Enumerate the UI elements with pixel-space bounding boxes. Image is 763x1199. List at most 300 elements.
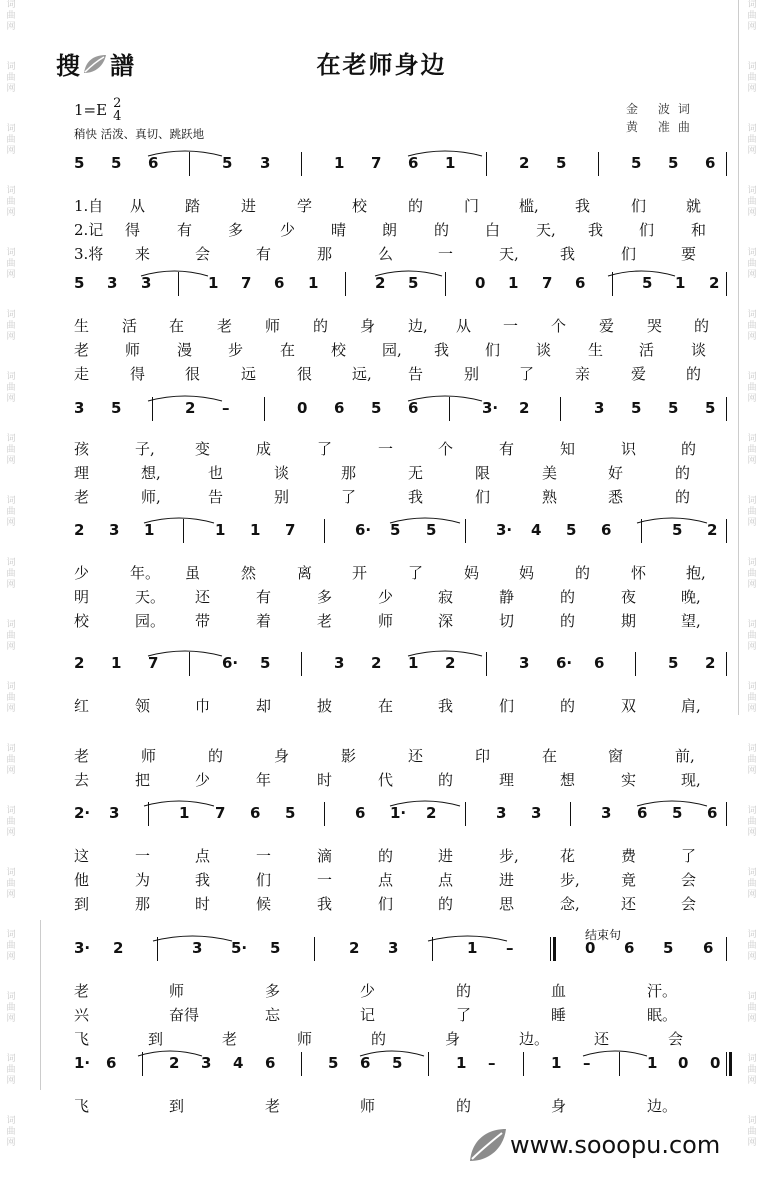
note: –: [222, 399, 230, 417]
music-system: [60, 1050, 728, 1116]
lyric-char: 我: [317, 895, 333, 913]
note: 3: [192, 939, 203, 957]
note: 6: [334, 399, 345, 417]
lyric-char: 了: [341, 488, 357, 506]
watermark-group: [741, 124, 763, 186]
note: 1: [208, 274, 219, 292]
lyric-char: 走: [74, 365, 90, 383]
lyric-char: 白: [485, 221, 501, 239]
lyric-char: 的: [438, 771, 454, 789]
note: 5: [705, 399, 716, 417]
lyric-char: 们: [256, 871, 272, 889]
lyric-char: 在: [280, 341, 296, 359]
barline: [726, 652, 727, 676]
watermark-glyph: 网: [6, 394, 16, 404]
note: 1: [647, 1054, 658, 1072]
lyric-char: 么: [378, 245, 394, 263]
composer: 黄 准曲: [626, 120, 698, 134]
note: 3: [109, 521, 120, 539]
lyric-char: 们: [475, 488, 491, 506]
note: 1: [445, 154, 456, 172]
lyric-char: 离: [297, 564, 313, 582]
watermark-glyph: 曲: [747, 817, 757, 827]
barline: [432, 937, 433, 961]
watermark-glyph: 网: [747, 84, 757, 94]
watermark-glyph: 网: [6, 642, 16, 652]
note: 6: [106, 1054, 117, 1072]
note: 5: [285, 804, 296, 822]
lyric-char: 我: [408, 488, 424, 506]
watermark-glyph: 网: [747, 394, 757, 404]
lyric-char: 记: [360, 1006, 376, 1024]
note: 2: [375, 274, 386, 292]
barline: [635, 652, 636, 676]
watermark-group: [741, 310, 763, 372]
note: 3: [531, 804, 542, 822]
watermark-group: [741, 682, 763, 744]
watermark-glyph: 网: [6, 828, 16, 838]
watermark-group: [0, 992, 22, 1054]
watermark-glyph: 网: [747, 580, 757, 590]
lyric-char: 期: [621, 612, 637, 630]
tempo-marking: 稍快 活泼、真切、跳跃地: [74, 127, 205, 141]
lyric-char: 多: [265, 982, 281, 1000]
watermark-glyph: 曲: [747, 1127, 757, 1137]
note: 5: [672, 804, 683, 822]
watermark-glyph: 词: [747, 124, 757, 134]
watermark-glyph: 曲: [6, 197, 16, 207]
note: 2: [707, 521, 718, 539]
watermark-glyph: 网: [747, 270, 757, 280]
logo-text-1: 搜: [56, 52, 80, 80]
lyric-char: 校: [352, 197, 368, 215]
lyric-char: 门: [464, 197, 480, 215]
leaf-icon: [466, 1125, 510, 1165]
watermark-group: [741, 248, 763, 310]
lyric-char: 肩,: [681, 697, 701, 715]
watermark-group: [0, 496, 22, 558]
lyric-char: 然: [241, 564, 257, 582]
site-footer[interactable]: [466, 1125, 720, 1165]
lyric-char: 成: [256, 440, 272, 458]
note: 2: [113, 939, 124, 957]
lyric-char: 少: [360, 982, 376, 1000]
lyric-char: 他: [74, 871, 90, 889]
lyric-char: 边。: [647, 1097, 678, 1115]
watermark-glyph: 曲: [6, 817, 16, 827]
watermark-glyph: 网: [747, 1076, 757, 1086]
lyric-char: 一: [317, 871, 333, 889]
watermark-glyph: 曲: [747, 507, 757, 517]
lyric-line-3: [60, 891, 728, 914]
lyric-char: 告: [408, 365, 424, 383]
watermark-glyph: 词: [747, 992, 757, 1002]
note: 5: [270, 939, 281, 957]
lyric-char: 3.将: [74, 245, 104, 263]
lyric-char: 身: [360, 317, 376, 335]
watermark-group: [741, 930, 763, 992]
lyric-char: 有: [499, 440, 515, 458]
watermark-glyph: 词: [6, 806, 16, 816]
watermark-glyph: 网: [747, 456, 757, 466]
note: 2: [705, 654, 716, 672]
note: 6: [274, 274, 285, 292]
watermark-glyph: 网: [6, 456, 16, 466]
watermark-glyph: 词: [6, 186, 16, 196]
note: 3: [107, 274, 118, 292]
lyric-char: 2.记: [74, 221, 104, 239]
lyric-char: 飞: [74, 1097, 90, 1115]
music-system: [60, 270, 728, 384]
lyric-char: 怀: [631, 564, 647, 582]
lyric-line-3: [60, 361, 728, 384]
barline: [465, 519, 466, 543]
note: 1: [675, 274, 686, 292]
watermark-glyph: 词: [747, 682, 757, 692]
note: 5: [260, 654, 271, 672]
barline: [264, 397, 265, 421]
watermark-group: [0, 372, 22, 434]
lyric-char: 老: [74, 982, 90, 1000]
watermark-glyph: 词: [6, 124, 16, 134]
barline: [598, 152, 599, 176]
lyric-char: 理: [499, 771, 515, 789]
watermark-glyph: 网: [747, 518, 757, 528]
lyric-char: 寂: [438, 588, 454, 606]
watermark-glyph: 词: [6, 248, 16, 258]
lyric-char: 孩: [74, 440, 90, 458]
watermark-group: [0, 806, 22, 868]
barline: [183, 519, 184, 543]
watermark-glyph: 曲: [6, 11, 16, 21]
lyric-char: 我: [560, 245, 576, 263]
note: 5: [111, 399, 122, 417]
note: 5: [663, 939, 674, 957]
watermark-glyph: 曲: [747, 631, 757, 641]
lyric-char: 少: [74, 564, 90, 582]
lyric-char: 忘: [265, 1006, 281, 1024]
barline: [726, 519, 727, 543]
watermark-glyph: 网: [6, 1014, 16, 1024]
lyric-char: 进: [499, 871, 515, 889]
note: 1·: [74, 1054, 91, 1072]
lyric-char: 师: [297, 1030, 313, 1048]
lyric-char: 身: [551, 1097, 567, 1115]
watermark-glyph: 曲: [6, 941, 16, 951]
note: 2: [426, 804, 437, 822]
note: 7: [148, 654, 159, 672]
lyric-char: 的: [456, 1097, 472, 1115]
watermark-glyph: 词: [747, 186, 757, 196]
note: 2: [371, 654, 382, 672]
lyric-char: 生: [588, 341, 604, 359]
credits: [626, 100, 698, 136]
lyric-char: 别: [464, 365, 480, 383]
lyric-char: 就: [686, 197, 702, 215]
lyric-char: 谈: [691, 341, 707, 359]
lyric-char: 思: [499, 895, 515, 913]
note: 6: [637, 804, 648, 822]
watermark-glyph: 词: [747, 62, 757, 72]
watermark-glyph: 词: [747, 620, 757, 630]
note-row: [60, 650, 728, 680]
lyric-char: 会: [681, 895, 697, 913]
lyric-char: 的: [560, 612, 576, 630]
lyric-char: 的: [438, 895, 454, 913]
lyric-char: 一: [256, 847, 272, 865]
watermark-glyph: 词: [747, 1054, 757, 1064]
watermark-group: [741, 1054, 763, 1116]
note: 5: [642, 274, 653, 292]
lyric-char: 前,: [675, 747, 695, 765]
lyric-char: 代: [378, 771, 394, 789]
watermark-glyph: 曲: [6, 693, 16, 703]
lyric-char: 窗: [608, 747, 624, 765]
watermark-group: [741, 620, 763, 682]
note: 2: [74, 654, 85, 672]
note-row: [60, 150, 728, 180]
lyric-char: 开: [352, 564, 368, 582]
barline: [345, 272, 346, 296]
lyric-char: 进: [241, 197, 257, 215]
note: 3: [109, 804, 120, 822]
note: 0: [585, 939, 596, 957]
watermark-glyph: 曲: [6, 879, 16, 889]
barline: [726, 272, 727, 296]
watermark-glyph: 曲: [6, 507, 16, 517]
lyric-char: 的: [560, 697, 576, 715]
logo-text-2: 譜: [110, 52, 134, 80]
lyricist: 金 波词: [626, 102, 698, 116]
music-system: [60, 935, 728, 1049]
watermark-glyph: 曲: [6, 445, 16, 455]
lyric-char: 老: [74, 488, 90, 506]
watermark-glyph: 曲: [6, 569, 16, 579]
music-system: [60, 517, 728, 631]
watermark-glyph: 词: [6, 310, 16, 320]
note: 2: [169, 1054, 180, 1072]
lyric-char: 点: [195, 847, 211, 865]
note: 0: [297, 399, 308, 417]
end-phrase-label: 结束句: [585, 928, 622, 942]
lyric-char: 妈: [464, 564, 480, 582]
note: 1: [144, 521, 155, 539]
lyric-char: 身: [445, 1030, 461, 1048]
lyric-char: 的: [694, 317, 710, 335]
note: 6: [601, 521, 612, 539]
lyric-char: 学: [297, 197, 313, 215]
watermark-glyph: 曲: [747, 135, 757, 145]
lyric-char: 了: [519, 365, 535, 383]
note: 2: [445, 654, 456, 672]
watermark-group: [0, 1116, 22, 1178]
lyric-char: 从: [456, 317, 472, 335]
barline: [157, 937, 158, 961]
watermark-group: [0, 620, 22, 682]
watermark-glyph: 词: [6, 930, 16, 940]
lyric-line-4: [60, 767, 728, 790]
note: 1: [111, 654, 122, 672]
watermark-glyph: 曲: [747, 445, 757, 455]
watermark-group: [741, 868, 763, 930]
note: 5·: [231, 939, 248, 957]
lyric-char: 师: [265, 317, 281, 335]
barline: [324, 802, 325, 826]
watermark-group: [0, 434, 22, 496]
lyric-char: 到: [169, 1097, 185, 1115]
note: 5: [556, 154, 567, 172]
watermark-glyph: 词: [6, 434, 16, 444]
lyric-char: 校: [331, 341, 347, 359]
watermark-glyph: 曲: [6, 755, 16, 765]
barline: [726, 802, 727, 826]
lyric-char: 师,: [141, 488, 161, 506]
lyric-char: 谈: [274, 464, 290, 482]
note: 2: [185, 399, 196, 417]
lyric-char: 的: [686, 365, 702, 383]
lyric-char: 双: [621, 697, 637, 715]
lyric-char: 兴: [74, 1006, 90, 1024]
watermark-glyph: 曲: [747, 1003, 757, 1013]
barline: [486, 652, 487, 676]
note: 0: [678, 1054, 689, 1072]
lyric-line-3: [60, 1026, 728, 1049]
lyric-line-2: [60, 867, 728, 890]
lyric-char: 影: [341, 747, 357, 765]
lyric-char: 到: [74, 895, 90, 913]
barline: [148, 802, 149, 826]
note: 5: [111, 154, 122, 172]
barline: [726, 937, 727, 961]
note: –: [583, 1054, 591, 1072]
note: 5: [566, 521, 577, 539]
lyric-char: 好: [608, 464, 624, 482]
lyric-char: 的: [675, 464, 691, 482]
lyric-char: 步,: [499, 847, 519, 865]
lyric-char: 眠。: [647, 1006, 678, 1024]
note-row: [60, 395, 728, 425]
note: 1: [467, 939, 478, 957]
lyric-char: 领: [135, 697, 151, 715]
lyric-char: 睡: [551, 1006, 567, 1024]
lyric-char: 我: [434, 341, 450, 359]
barline: [486, 152, 487, 176]
watermark-glyph: 网: [747, 704, 757, 714]
watermark-group: [741, 558, 763, 620]
watermark-group: [0, 248, 22, 310]
lyric-char: 活: [639, 341, 655, 359]
watermark-glyph: 词: [6, 372, 16, 382]
watermark-glyph: 网: [6, 580, 16, 590]
lyric-char: 我: [575, 197, 591, 215]
lyric-char: 静: [499, 588, 515, 606]
lyric-char: 们: [639, 221, 655, 239]
lyric-line-2: [60, 693, 728, 716]
note: 6: [624, 939, 635, 957]
note: 6·: [556, 654, 573, 672]
lyric-line-3: [60, 743, 728, 766]
watermark-group: [0, 1054, 22, 1116]
lyric-char: 熟: [542, 488, 558, 506]
lyric-char: 限: [475, 464, 491, 482]
watermark-group: [0, 930, 22, 992]
note: 3: [334, 654, 345, 672]
barline: [445, 272, 446, 296]
watermark-glyph: 词: [6, 682, 16, 692]
note: 3: [496, 804, 507, 822]
lyric-char: 着: [256, 612, 272, 630]
lyric-char: 无: [408, 464, 424, 482]
watermark-glyph: 词: [6, 868, 16, 878]
watermark-glyph: 网: [747, 828, 757, 838]
note: 7: [285, 521, 296, 539]
watermark-glyph: 词: [747, 434, 757, 444]
watermark-glyph: 曲: [6, 321, 16, 331]
lyric-line-1: [60, 1093, 728, 1116]
watermark-glyph: 曲: [6, 1003, 16, 1013]
lyric-char: 校: [74, 612, 90, 630]
lyric-char: 进: [438, 847, 454, 865]
watermark-glyph: 网: [747, 952, 757, 962]
watermark-glyph: 曲: [747, 693, 757, 703]
watermark-glyph: 曲: [6, 73, 16, 83]
watermark-glyph: 网: [6, 1076, 16, 1086]
lyric-line-2: [60, 337, 728, 360]
watermark-glyph: 网: [747, 1138, 757, 1148]
watermark-glyph: 网: [6, 22, 16, 32]
watermark-glyph: 词: [747, 496, 757, 506]
lyric-char: 还: [621, 895, 637, 913]
lyric-char: 花: [560, 847, 576, 865]
note: 6: [408, 399, 419, 417]
watermark-glyph: 曲: [6, 259, 16, 269]
note-row: [60, 935, 728, 965]
note: 4: [531, 521, 542, 539]
barline: [465, 802, 466, 826]
lyric-char: 多: [317, 588, 333, 606]
lyric-char: 会: [668, 1030, 684, 1048]
lyric-line-2: [60, 460, 728, 483]
note: 1: [456, 1054, 467, 1072]
lyric-char: 夜: [621, 588, 637, 606]
lyric-char: 时: [195, 895, 211, 913]
watermark-glyph: 词: [6, 62, 16, 72]
note: –: [506, 939, 514, 957]
note: 1: [334, 154, 345, 172]
lyric-char: 会: [195, 245, 211, 263]
lyric-char: 有: [256, 245, 272, 263]
site-url[interactable]: www.sooopu.com: [510, 1131, 721, 1159]
lyric-char: 候: [256, 895, 272, 913]
note: 1: [508, 274, 519, 292]
barline: [301, 152, 302, 176]
watermark-glyph: 词: [6, 0, 16, 10]
lyric-char: 们: [499, 697, 515, 715]
lyric-char: 远: [241, 365, 257, 383]
note: 1: [250, 521, 261, 539]
lyric-char: 点: [378, 871, 394, 889]
lyric-char: 步,: [560, 871, 580, 889]
lyric-char: 我: [195, 871, 211, 889]
lyric-char: 的: [575, 564, 591, 582]
lyric-char: 天。: [135, 588, 166, 606]
note: 6: [575, 274, 586, 292]
watermark-group: [741, 434, 763, 496]
lyric-char: 朗: [382, 221, 398, 239]
lyric-line-1: [60, 313, 728, 336]
barline: [449, 397, 450, 421]
lyric-char: 却: [256, 697, 272, 715]
